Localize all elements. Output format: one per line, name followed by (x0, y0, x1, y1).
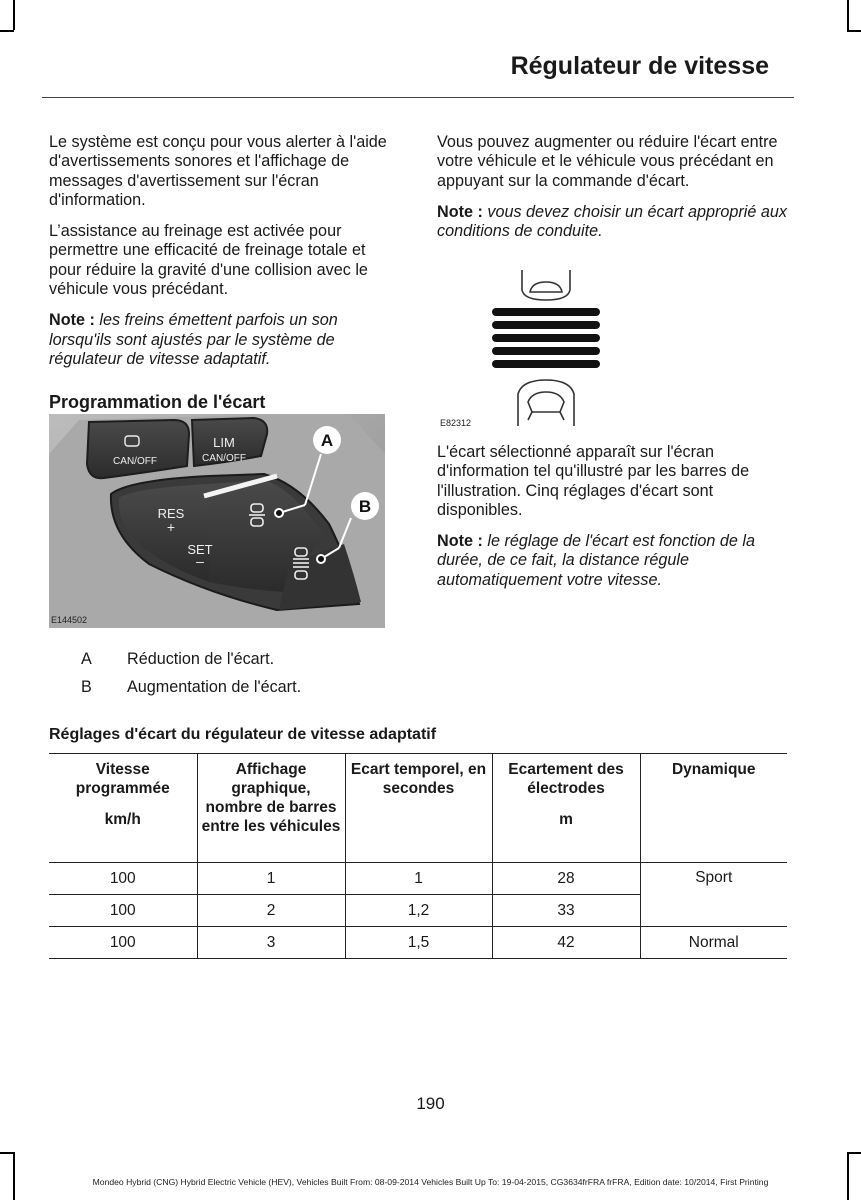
page-number: 190 (416, 1094, 445, 1113)
illustration-code: E144502 (51, 615, 88, 625)
table-cell: 1 (345, 863, 492, 895)
header-rule (42, 97, 794, 98)
gap-bars (492, 308, 600, 368)
table-cell: 1,2 (345, 895, 492, 927)
crop-mark (0, 30, 14, 32)
button-label-can-off: CAN/OFF (113, 456, 157, 467)
table-cell: 1,5 (345, 927, 492, 959)
footer-text: Mondeo Hybrid (CNG) Hybrid Electric Vehicle (HEV), Vehicles Built From: 08-09-2014 Vehicles Built Up To: 19-04-2015, CG3634frFRA frFRA, Edition date: 10/2014, First Printing (92, 1177, 769, 1187)
table-row (49, 927, 787, 959)
crop-mark (13, 0, 15, 30)
note-text: les freins émettent parfois un son lorsqu'ils sont ajustés par le système de régulateur de vitesse adaptatif. (49, 311, 338, 368)
note-label: Note : (49, 311, 95, 330)
table-cell: 2 (197, 895, 345, 927)
button-label-set: SET (187, 542, 213, 557)
table-cell: 28 (492, 863, 640, 895)
note (437, 203, 789, 242)
callout-b: B (358, 497, 372, 516)
gap-settings-table (49, 753, 787, 959)
crop-mark (847, 1152, 849, 1200)
gap-illustration (488, 268, 604, 428)
legend-item (81, 650, 274, 669)
note-label: Note : (437, 532, 483, 551)
button-label-lim: LIM (213, 435, 235, 450)
legend-item (81, 678, 301, 697)
legend-key: B (81, 678, 92, 696)
table-cell-dynamic: Normal (640, 927, 787, 959)
column-header: Dynamique (640, 754, 787, 863)
table-cell: 100 (49, 927, 197, 959)
paragraph: L’assistance au freinage est activée pour permettre une efficacité de freinage totale et pour réduire la gravité d'une collision avec le véhicule vous précédant. (49, 222, 368, 299)
right-column-top (437, 133, 789, 253)
crop-mark (0, 1152, 14, 1154)
table-cell: 1 (197, 863, 345, 895)
table-cell: 33 (492, 895, 640, 927)
gap-bars-graphic (488, 268, 604, 428)
legend-key: A (81, 650, 92, 668)
button-label-res: RES (157, 506, 185, 521)
page-title: Régulateur de vitesse (510, 52, 769, 80)
table-cell: 42 (492, 927, 640, 959)
callout-a: A (320, 431, 334, 450)
gap-bar (492, 347, 600, 355)
table-header-row (49, 754, 787, 863)
column-header: Affichage graphique, nombre de barres entre les véhicules (197, 754, 345, 863)
button-label-plus: + (166, 519, 176, 535)
section-heading: Programmation de l'écart (49, 392, 266, 413)
column-header: Ecart temporel, en secondes (345, 754, 492, 863)
legend-text: Réduction de l'écart. (127, 650, 275, 668)
crop-mark (847, 30, 861, 32)
table-cell-dynamic: Sport (640, 863, 787, 927)
crop-mark (847, 0, 849, 30)
paragraph: L'écart sélectionné apparaît sur l'écran d'information tel qu'illustré par les barres de l'illustration. Cinq réglages d'écart sont disponibles. (437, 443, 750, 519)
crop-mark (847, 1152, 861, 1154)
note-text: vous devez choisir un écart approprié aux conditions de conduite. (437, 202, 787, 241)
steering-control-illustration (49, 414, 385, 628)
paragraph: Le système est conçu pour vous alerter à l'aide d'avertissements sonores et l'affichage de messages d'avertissement sur l'écran d'information. (49, 133, 387, 209)
table-row (49, 863, 787, 895)
right-column-bottom (437, 443, 789, 602)
gap-bar (492, 360, 600, 368)
column-header: Vitesse programmée km/h (49, 754, 197, 863)
legend-text: Augmentation de l'écart. (127, 678, 302, 696)
gap-bar (492, 334, 600, 342)
gap-bar (492, 308, 600, 316)
table-cell: 3 (197, 927, 345, 959)
button-label-minus: – (196, 553, 204, 569)
button-label-can-off: CAN/OFF (202, 453, 246, 464)
note-label: Note : (437, 202, 483, 221)
gap-bar (492, 321, 600, 329)
paragraph: Vous pouvez augmenter ou réduire l'écart entre votre véhicule et le véhicule vous précédant en appuyant sur la commande d'écart. (437, 133, 778, 190)
left-column (49, 133, 401, 429)
table-title: Réglages d'écart du régulateur de vitesse adaptatif (49, 726, 437, 743)
steering-control-graphic (49, 414, 385, 628)
table-cell: 100 (49, 895, 197, 927)
table-cell: 100 (49, 863, 197, 895)
note-text: le réglage de l'écart est fonction de la durée, de ce fait, la distance régule automatiquement votre vitesse. (437, 532, 756, 589)
note (437, 532, 789, 590)
crop-mark (13, 1152, 15, 1200)
note (49, 311, 401, 369)
illustration-code: E82312 (440, 418, 472, 428)
column-header: Ecartement des électrodes m (492, 754, 640, 863)
